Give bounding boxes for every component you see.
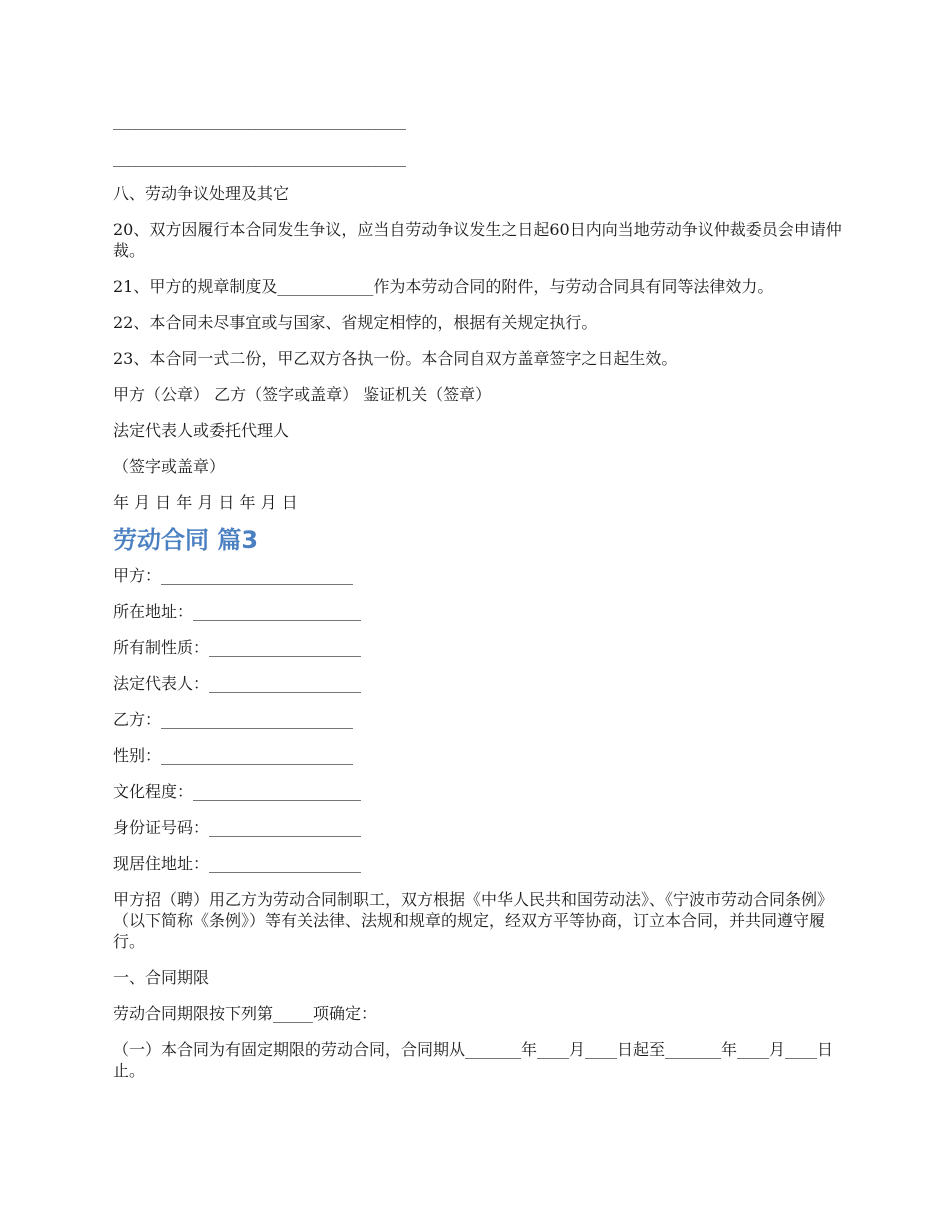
blank-line: _______________________________________	[113, 111, 406, 130]
clause-20: 20、双方因履行本合同发生争议，应当自劳动争议发生之日起60日内向当地劳动争议仲裁委员会申请仲裁。	[113, 220, 842, 260]
term-fixed: （一）本合同为有固定期限的劳动合同，合同期从_______年____月____日起至_______年____月____日止。	[113, 1040, 834, 1080]
field-id-number: 身份证号码：___________________	[113, 818, 362, 837]
document-page	[113, 110, 843, 1081]
section-title: 八、劳动争议处理及其它	[113, 184, 290, 203]
signature-parties: 甲方（公章） 乙方（签字或盖章） 鉴证机关（签章）	[113, 385, 492, 404]
term-selection: 劳动合同期限按下列第_____项确定：	[113, 1004, 378, 1023]
field-residence: 现居住地址：___________________	[113, 854, 362, 873]
clause-23: 23、本合同一式二份，甲乙双方各执一份。本合同自双方盖章签字之日起生效。	[113, 349, 678, 368]
section-title: 一、合同期限	[113, 968, 210, 987]
section-heading: 劳动合同 篇3	[113, 526, 259, 554]
dates-line: 年 月 日 年 月 日 年 月 日	[113, 493, 298, 512]
field-ownership: 所有制性质：___________________	[113, 638, 362, 657]
field-education: 文化程度：_____________________	[113, 782, 362, 801]
blank-line: _______________________________________	[113, 148, 406, 167]
field-legal-rep: 法定代表人：___________________	[113, 674, 362, 693]
clause-21: 21、甲方的规章制度及____________作为本劳动合同的附件，与劳动合同具有同等法律效力。	[113, 277, 774, 296]
sign-or-seal: （签字或盖章）	[113, 457, 226, 476]
field-gender: 性别：________________________	[113, 746, 354, 765]
clause-22: 22、本合同未尽事宜或与国家、省规定相悖的，根据有关规定执行。	[113, 313, 598, 332]
legal-representative: 法定代表人或委托代理人	[113, 421, 290, 440]
intro-paragraph: 甲方招（聘）用乙方为劳动合同制职工，双方根据《中华人民共和国劳动法》、《宁波市劳动合同条例》（以下简称《条例》）等有关法律、法规和规章的规定，经双方平等协商，订立本合同，并共同遵守履行。	[113, 890, 834, 951]
field-address: 所在地址：_____________________	[113, 602, 362, 621]
field-party-a: 甲方：________________________	[113, 566, 354, 585]
field-party-b: 乙方：________________________	[113, 710, 354, 729]
